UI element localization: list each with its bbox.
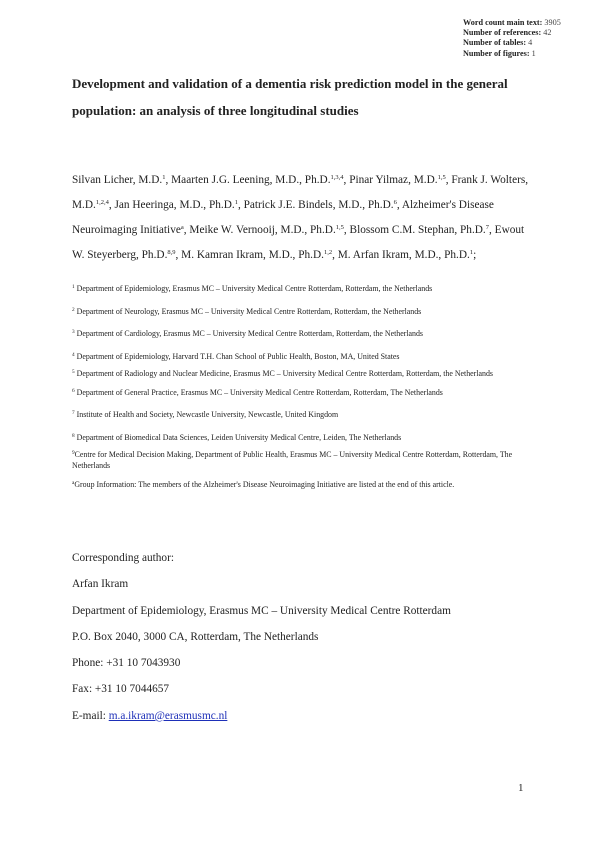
affiliation: [72, 433, 522, 444]
author-affiliation-ref: 1: [162, 174, 166, 181]
author: M. Arfan Ikram, M.D., Ph.D.$^1$;: [337, 249, 477, 261]
paper-title: Development and validation of a dementia risk prediction model in the general population: an analysis of three longitudinal studies: [72, 76, 508, 118]
stat-label: Word count main text:: [463, 18, 543, 27]
affiliation-list: [72, 284, 522, 491]
affiliation: [72, 329, 522, 340]
author-affiliation-ref: 8,9: [167, 249, 176, 256]
author: Maarten J.G. Leening, M.D., Ph.D.$^{1,3,4}$,: [171, 174, 350, 186]
author-affiliation-ref: 1,2,4: [95, 199, 109, 206]
affiliation-text: Department of Epidemiology, Harvard T.H. Chan School of Public Health, Boston, MA, United States: [74, 351, 400, 361]
affiliation-text: Department of Biomedical Data Sciences, Leiden University Medical Centre, Leiden, The Netherlands: [74, 432, 402, 442]
affiliation-marker: 3: [72, 329, 75, 335]
affiliation-text: Department of Epidemiology, Erasmus MC – University Medical Centre Rotterdam, Rotterdam, the Netherlands: [74, 284, 433, 293]
stat-value: 1: [531, 48, 536, 58]
author: Blossom C.M. Stephan, Ph.D.$^7$,: [349, 224, 495, 236]
author-affiliation-ref: 7: [485, 224, 490, 231]
stat-value: 42: [543, 28, 552, 38]
email-label: E-mail:: [72, 709, 109, 722]
affiliation-marker: 8: [72, 432, 75, 439]
stat-word-count: [463, 18, 561, 28]
affiliation-text: Department of General Practice, Erasmus MC – University Medical Centre Rotterdam, Rotterdam, The Netherlands: [74, 387, 443, 397]
author: Meike W. Vernooij, M.D., Ph.D.$^{1,5}$,: [189, 224, 350, 236]
affiliation-marker: 4: [72, 351, 75, 358]
corresponding-fax: Fax: +31 10 7044657: [72, 683, 170, 696]
affiliation-marker: a: [72, 480, 75, 486]
affiliation: [72, 388, 522, 399]
affiliation-marker: 5: [72, 369, 75, 375]
author-affiliation-ref: 1,2: [323, 249, 333, 256]
affiliation-marker: 6: [72, 387, 75, 394]
affiliation-marker: 7: [72, 410, 75, 416]
author: Frank J. Wolters, M.D.$^{1,2,4}$,: [72, 174, 529, 211]
corresponding-address: P.O. Box 2040, 3000 CA, Rotterdam, The Netherlands: [72, 630, 319, 643]
affiliation: [72, 369, 522, 380]
author: Ewout W. Steyerberg, Ph.D.$^{8,9}$,: [72, 224, 525, 261]
corresponding-email-line: [72, 710, 451, 736]
author: Silvan Licher, M.D.$^1$,: [72, 174, 172, 186]
email-link[interactable]: m.a.ikram@erasmusmc.nl: [108, 709, 228, 722]
author-affiliation-ref: 1: [234, 199, 238, 206]
corresponding-heading: Corresponding author:: [72, 552, 174, 564]
page-number: 1: [518, 782, 524, 794]
affiliation-text: Department of Neurology, Erasmus MC – University Medical Centre Rotterdam, Rotterdam, the Netherlands: [74, 306, 422, 316]
author: Jan Heeringa, M.D., Ph.D.$^1$,: [114, 199, 244, 211]
author: Patrick J.E. Bindels, M.D., Ph.D.$^6$,: [243, 199, 402, 211]
affiliation-text: Centre for Medical Decision Making, Department of Public Health, Erasmus MC – University Medical Centre Rotterdam, Rotterdam, The Netherlands: [72, 450, 513, 470]
author-affiliation-ref: 1,3,4: [330, 174, 344, 181]
corresponding-phone: Phone: +31 10 7043930: [72, 657, 181, 670]
stat-label: Number of references:: [463, 28, 542, 38]
author-affiliation-ref: 1: [469, 249, 474, 256]
stat-figures: [463, 49, 561, 59]
author-affiliation-ref: 1,5: [437, 174, 446, 181]
corresponding-department: Department of Epidemiology, Erasmus MC – University Medical Centre Rotterdam: [72, 604, 451, 617]
corresponding-name: Arfan Ikram: [72, 578, 129, 591]
affiliation-marker: 9: [72, 450, 75, 456]
corresponding-author-block: [72, 552, 451, 736]
affiliation-text: Department of Cardiology, Erasmus MC – University Medical Centre Rotterdam, Rotterdam, the Netherlands: [74, 329, 424, 338]
affiliation-text: Institute of Health and Society, Newcastle University, Newcastle, United Kingdom: [74, 410, 339, 419]
affiliation: [72, 307, 522, 318]
affiliation-text: Group Information: The members of the Alzheimer's Disease Neuroimaging Initiative are listed at the end of this article.: [74, 480, 455, 489]
author: M. Kamran Ikram, M.D., Ph.D.$^{1,2}$,: [181, 249, 338, 261]
stat-label: Number of tables:: [463, 38, 527, 48]
manuscript-stats: [463, 18, 561, 59]
affiliation-marker: 2: [72, 306, 75, 313]
stat-references: [463, 28, 561, 38]
author: Pinar Yilmaz, M.D.$^{1,5}$,: [349, 174, 452, 186]
author-affiliation-ref: a: [180, 224, 184, 231]
author-affiliation-ref: 1,5: [335, 224, 344, 231]
stat-value: 3905: [544, 18, 561, 27]
affiliation: [72, 410, 522, 421]
stat-tables: [463, 38, 561, 48]
affiliation: [72, 480, 522, 491]
author-affiliation-ref: 6: [393, 199, 397, 206]
affiliation: [72, 284, 522, 295]
author-list: [72, 168, 532, 268]
stat-value: 4: [528, 38, 533, 48]
affiliation-text: Department of Radiology and Nuclear Medicine, Erasmus MC – University Medical Centre Rotterdam, Rotterdam, the Netherlands: [74, 369, 493, 378]
stat-label: Number of figures:: [463, 48, 530, 58]
affiliation-marker: 1: [72, 284, 75, 290]
author: Alzheimer's Disease Neuroimaging Initiative$^a$,: [72, 199, 494, 236]
affiliation: [72, 352, 522, 363]
affiliation: [72, 450, 522, 471]
